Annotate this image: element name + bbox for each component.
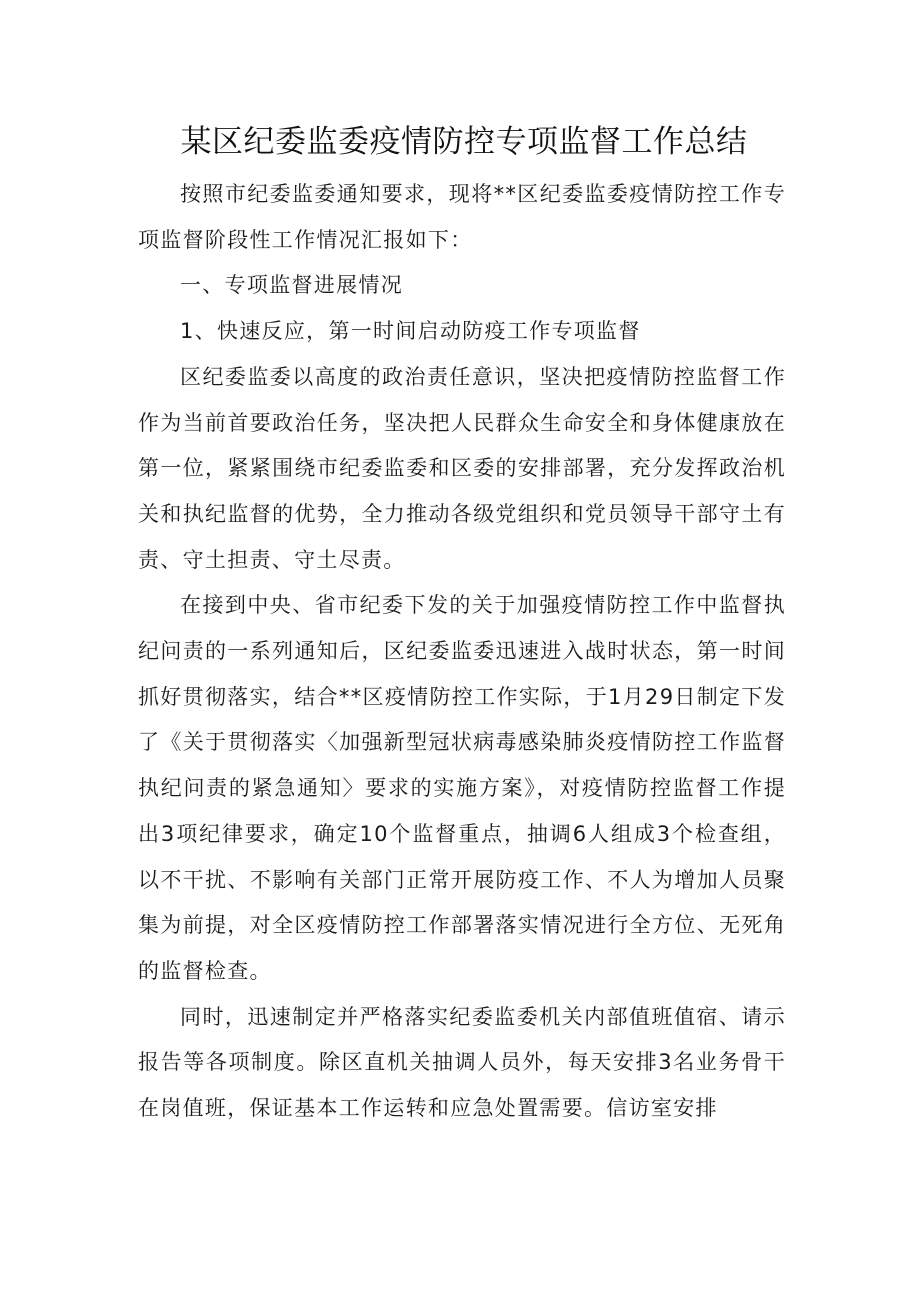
body-paragraph: 区纪委监委以高度的政治责任意识，坚决把疫情防控监督工作作为当前首要政治任务，坚决把人民群众生命安全和身体健康放在第一位，紧紧围绕市纪委监委和区委的安排部署，充分发挥政治机关和执纪监督的优势，全力推动各级党组织和党员领导干部守土有责、守土担责、守土尽责。 <box>138 364 786 572</box>
document-title: 某区纪委监委疫情防控专项监督工作总结 <box>180 124 748 160</box>
body-paragraph: 同时，迅速制定并严格落实纪委监委机关内部值班值宿、请示报告等各项制度。除区直机关抽调人员外，每天安排3名业务骨干在岗值班，保证基本工作运转和应急处置需要。信访室安排 <box>138 1004 786 1121</box>
document-body <box>138 172 786 1132</box>
section-heading: 一、专项监督进展情况 <box>180 273 403 298</box>
intro-paragraph: 按照市纪委监委通知要求，现将**区纪委监委疫情防控工作专项监督阶段性工作情况汇报如下： <box>138 182 786 252</box>
subsection-heading: 1、快速反应，第一时间启动防疫工作专项监督 <box>180 319 641 344</box>
body-paragraph: 在接到中央、省市纪委下发的关于加强疫情防控工作中监督执纪问责的一系列通知后，区纪委监委迅速进入战时状态，第一时间抓好贯彻落实，结合**区疫情防控工作实际，于1月29日制定下发了《关于贯彻落实〈加强新型冠状病毒感染肺炎疫情防控工作监督执纪问责的紧急通知〉要求的实施方案》，对疫情防控监督工作提出3项纪律要求，确定10个监督重点，抽调6人组成3个检查组，以不干扰、不影响有关部门正常开展防疫工作、不人为增加人员聚集为前提，对全区疫情防控工作部署落实情况进行全方位、无死角的监督检查。 <box>138 593 786 983</box>
